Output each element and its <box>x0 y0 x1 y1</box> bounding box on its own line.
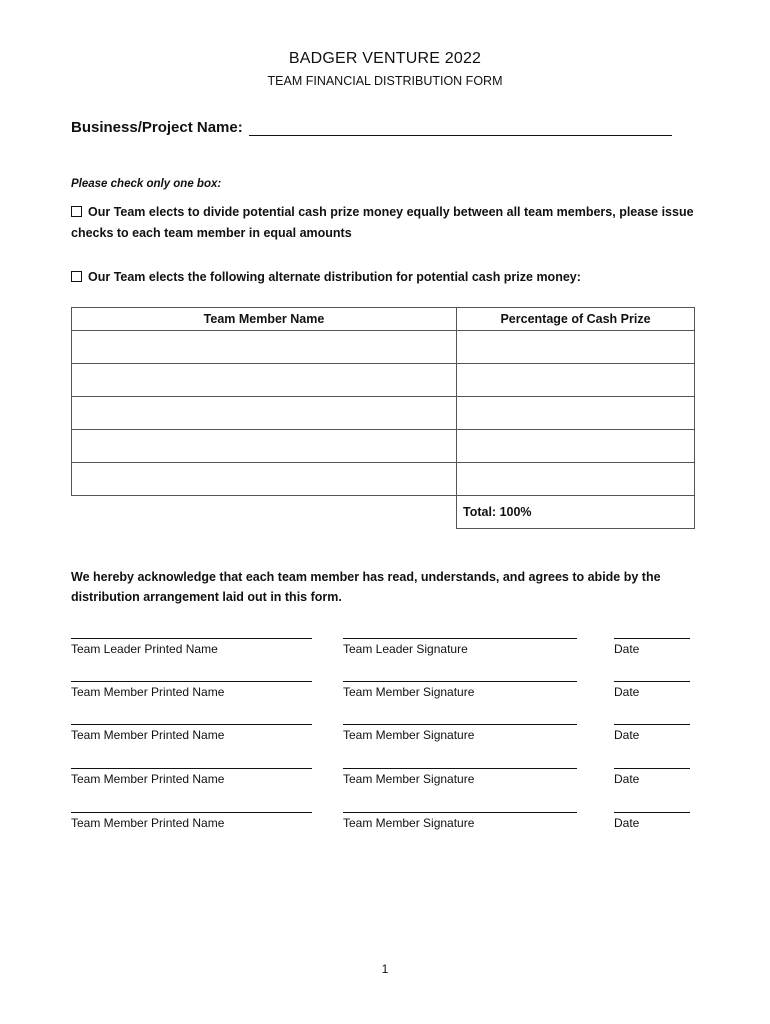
printed-name-line[interactable] <box>71 714 312 725</box>
date-line[interactable] <box>614 628 690 639</box>
date-label: Date <box>614 728 640 742</box>
acknowledgement-text: We hereby acknowledge that each team member has read, understands, and agrees to abide by the distribution arrangement laid out in this form. <box>71 570 661 604</box>
percentage-cell[interactable] <box>457 463 695 496</box>
date-line[interactable] <box>614 758 690 769</box>
date-label: Date <box>614 772 640 786</box>
business-name-field[interactable] <box>249 135 672 136</box>
total-row <box>72 496 695 529</box>
date-line[interactable] <box>614 802 690 813</box>
printed-name-label: Team Member Printed Name <box>71 816 225 830</box>
page-number: 1 <box>381 962 389 976</box>
table-header-row <box>72 308 695 331</box>
date-label: Date <box>614 685 640 699</box>
option-equal-distribution-label: Our Team elects to divide potential cash prize money equally between all team members, please issue checks to each team member in equal amounts <box>71 205 694 240</box>
printed-name-line[interactable] <box>71 628 312 639</box>
printed-name-label: Team Member Printed Name <box>71 728 225 742</box>
signature-row <box>0 758 770 798</box>
option-equal-distribution <box>71 202 706 244</box>
column-header-percentage: Percentage of Cash Prize <box>457 308 695 331</box>
total-percentage: Total: 100% <box>457 496 695 529</box>
date-line[interactable] <box>614 714 690 725</box>
column-header-name: Team Member Name <box>72 308 457 331</box>
table-row <box>72 463 695 496</box>
percentage-cell[interactable] <box>457 397 695 430</box>
signature-row <box>0 671 770 711</box>
distribution-table <box>71 307 695 529</box>
percentage-cell[interactable] <box>457 331 695 364</box>
date-label: Date <box>614 642 640 656</box>
signature-label: Team Member Signature <box>343 816 475 830</box>
member-name-cell[interactable] <box>72 430 457 463</box>
table-row <box>72 397 695 430</box>
member-name-cell[interactable] <box>72 331 457 364</box>
printed-name-line[interactable] <box>71 671 312 682</box>
printed-name-label: Team Member Printed Name <box>71 685 225 699</box>
percentage-cell[interactable] <box>457 430 695 463</box>
signature-line[interactable] <box>343 714 577 725</box>
business-name-label: Business/Project Name: <box>71 119 243 136</box>
printed-name-line[interactable] <box>71 758 312 769</box>
printed-name-label: Team Member Printed Name <box>71 772 225 786</box>
total-spacer <box>72 496 457 529</box>
date-line[interactable] <box>614 671 690 682</box>
printed-name-label: Team Leader Printed Name <box>71 642 218 656</box>
signature-row <box>0 802 770 842</box>
signature-line[interactable] <box>343 758 577 769</box>
percentage-cell[interactable] <box>457 364 695 397</box>
signature-line[interactable] <box>343 802 577 813</box>
signature-label: Team Leader Signature <box>343 642 468 656</box>
signature-label: Team Member Signature <box>343 728 475 742</box>
signature-label: Team Member Signature <box>343 685 475 699</box>
form-title: BADGER VENTURE 2022 <box>288 50 482 67</box>
form-subtitle: TEAM FINANCIAL DISTRIBUTION FORM <box>267 74 503 88</box>
instructions-text: Please check only one box: <box>71 178 222 190</box>
member-name-cell[interactable] <box>72 397 457 430</box>
checkbox-equal-distribution[interactable] <box>71 206 82 217</box>
signature-line[interactable] <box>343 628 577 639</box>
signature-row <box>0 628 770 668</box>
checkbox-alternate-distribution[interactable] <box>71 271 82 282</box>
signature-line[interactable] <box>343 671 577 682</box>
member-name-cell[interactable] <box>72 463 457 496</box>
option-alternate-distribution-label: Our Team elects the following alternate distribution for potential cash prize money: <box>88 270 581 284</box>
member-name-cell[interactable] <box>72 364 457 397</box>
table-row <box>72 364 695 397</box>
date-label: Date <box>614 816 640 830</box>
signature-label: Team Member Signature <box>343 772 475 786</box>
table-row <box>72 430 695 463</box>
printed-name-line[interactable] <box>71 802 312 813</box>
table-row <box>72 331 695 364</box>
option-alternate-distribution <box>71 267 706 288</box>
signature-row <box>0 714 770 754</box>
